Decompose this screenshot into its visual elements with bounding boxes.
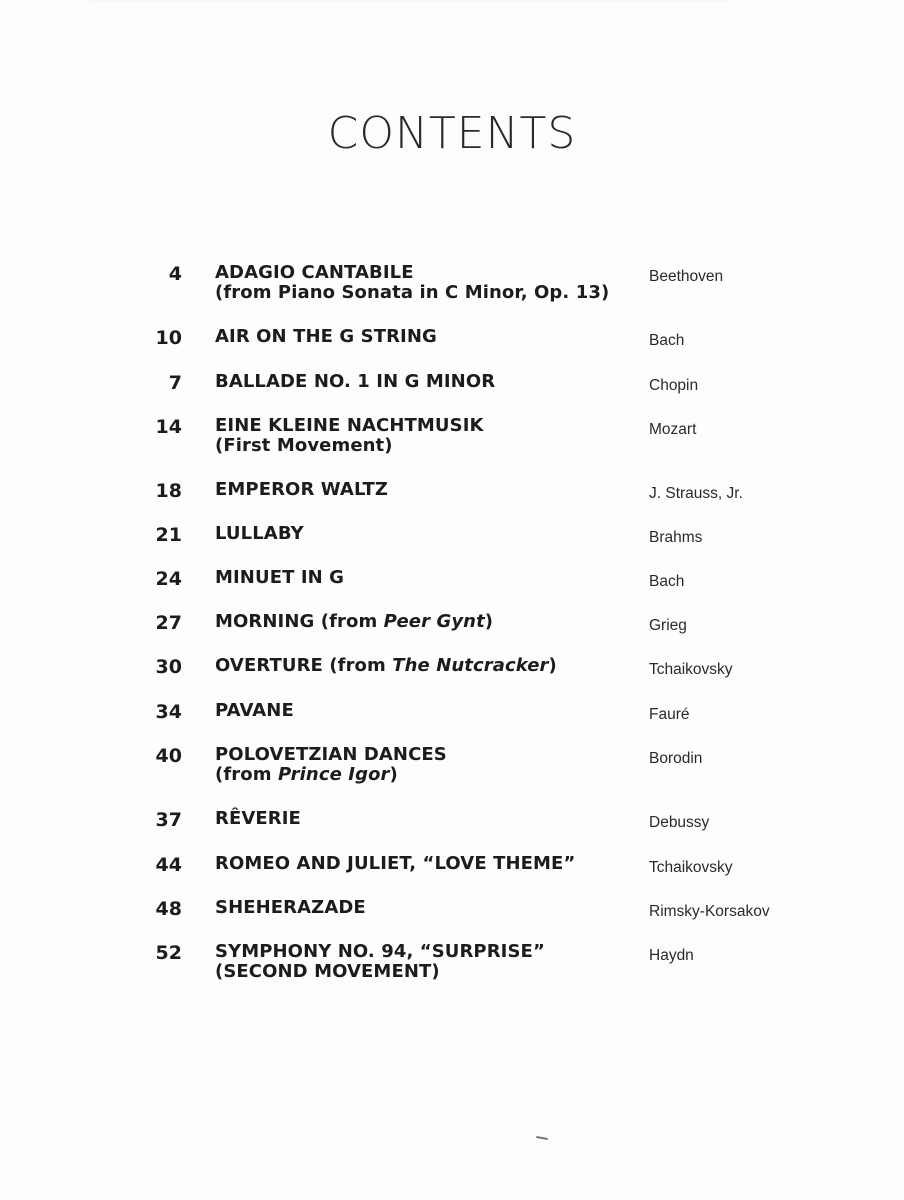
toc-composer: Brahms <box>649 529 703 546</box>
toc-page-number: 14 <box>155 416 182 438</box>
toc-title-line: (from Prince Igor) <box>215 764 398 785</box>
toc-title-line: RÊVERIE <box>215 808 301 829</box>
toc-composer: Bach <box>649 332 685 349</box>
toc-title <box>215 809 635 829</box>
toc-page-number: 48 <box>155 898 182 920</box>
toc-page-number: 10 <box>155 327 182 349</box>
toc-page-number: 37 <box>155 809 182 831</box>
toc-title-line: PAVANE <box>215 700 294 721</box>
toc-title-line: EMPEROR WALTZ <box>215 479 389 500</box>
toc-title-line: EINE KLEINE NACHTMUSIK <box>215 415 484 436</box>
toc-title-line: (from Piano Sonata in C Minor, Op. 13) <box>215 282 610 303</box>
toc-page-number: 44 <box>155 854 182 876</box>
toc-page-number: 7 <box>168 372 182 394</box>
toc-title <box>215 854 635 874</box>
toc-title-line: POLOVETZIAN DANCES <box>215 744 447 765</box>
toc-title <box>215 568 635 588</box>
toc-title-line: AIR ON THE G STRING <box>215 326 437 347</box>
toc-title <box>215 745 635 785</box>
toc-title <box>215 701 635 721</box>
toc-title-line: MORNING (from Peer Gynt) <box>215 611 494 632</box>
page-title: CONTENTS <box>327 108 577 159</box>
toc-title <box>215 263 635 303</box>
toc-title-line: LULLABY <box>215 523 304 544</box>
toc-page-number: 40 <box>155 745 182 767</box>
toc-title-italic: The Nutcracker <box>392 655 549 676</box>
toc-title <box>215 524 635 544</box>
toc-composer: Rimsky-Korsakov <box>649 903 770 920</box>
toc-page-number: 30 <box>155 656 182 678</box>
toc-title <box>215 612 635 632</box>
toc-title <box>215 372 635 392</box>
toc-composer: Mozart <box>649 421 697 438</box>
toc-page-number: 27 <box>155 612 182 634</box>
toc-title-italic: Peer Gynt <box>383 611 485 632</box>
toc-title <box>215 656 635 676</box>
scan-speck <box>536 1136 548 1140</box>
toc-title-line: OVERTURE (from The Nutcracker) <box>215 655 557 676</box>
toc-title-line: SYMPHONY NO. 94, “SURPRISE” <box>215 941 545 962</box>
toc-composer: Tchaikovsky <box>649 661 733 678</box>
toc-title-line: (First Movement) <box>215 435 393 456</box>
toc-title <box>215 416 635 456</box>
toc-composer: Grieg <box>649 617 687 634</box>
toc-title-line: BALLADE NO. 1 IN G MINOR <box>215 371 496 392</box>
toc-page-number: 18 <box>155 480 182 502</box>
toc-title-line: ROMEO AND JULIET, “LOVE THEME” <box>215 853 576 874</box>
toc-title <box>215 898 635 918</box>
toc-page-number: 4 <box>168 263 182 285</box>
toc-composer: Debussy <box>649 814 710 831</box>
toc-title-line: ADAGIO CANTABILE <box>215 262 414 283</box>
toc-title <box>215 480 635 500</box>
toc-title <box>215 327 635 347</box>
toc-composer: Beethoven <box>649 268 724 285</box>
toc-page-number: 52 <box>155 942 182 964</box>
toc-title-line: SHEHERAZADE <box>215 897 366 918</box>
toc-page-number: 34 <box>155 701 182 723</box>
toc-composer: Haydn <box>649 947 694 964</box>
toc-title-line: (SECOND MOVEMENT) <box>215 961 440 982</box>
toc-composer: Borodin <box>649 750 703 767</box>
toc-title-line: MINUET IN G <box>215 567 345 588</box>
toc-page-number: 24 <box>155 568 182 590</box>
toc-composer: Chopin <box>649 377 699 394</box>
toc-composer: Tchaikovsky <box>649 859 733 876</box>
toc-title <box>215 942 635 982</box>
toc-composer: Bach <box>649 573 685 590</box>
scan-edge-shadow <box>90 0 730 2</box>
toc-title-italic: Prince Igor <box>277 764 390 785</box>
toc-page-number: 21 <box>155 524 182 546</box>
toc-composer: Fauré <box>649 706 690 723</box>
toc-composer: J. Strauss, Jr. <box>649 485 743 502</box>
